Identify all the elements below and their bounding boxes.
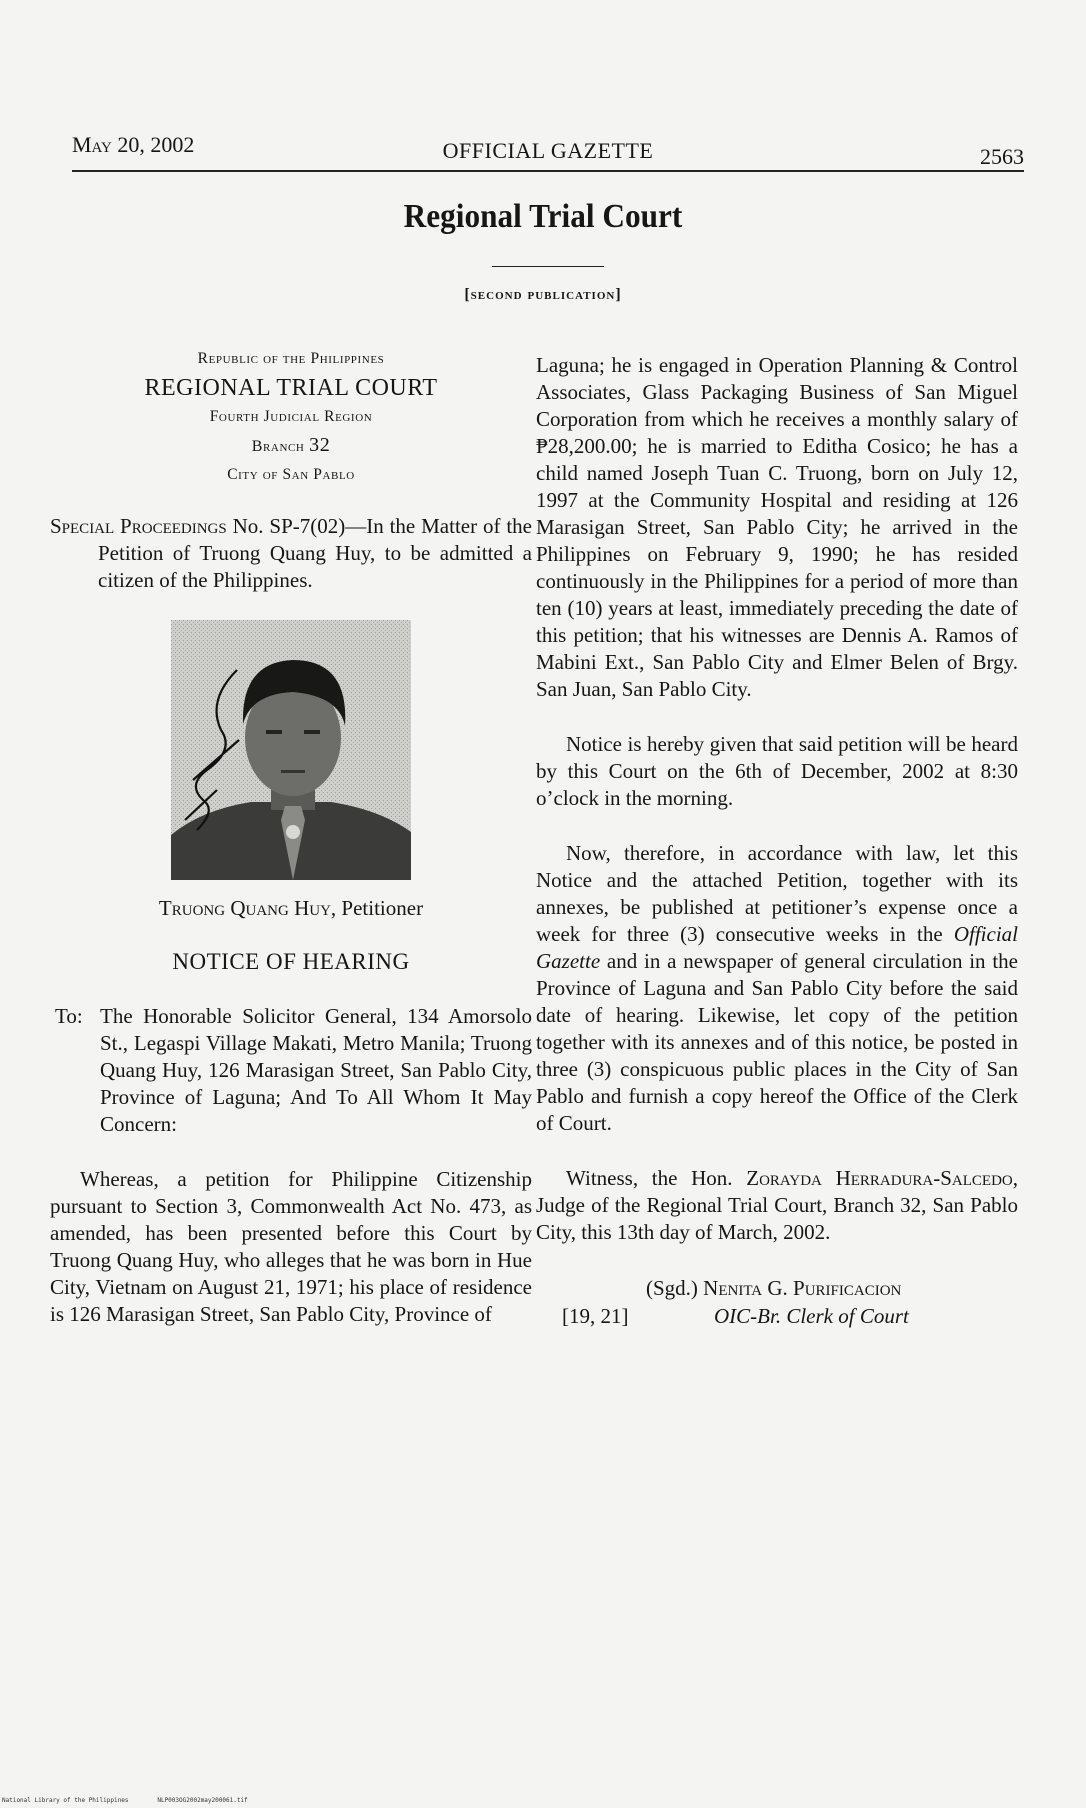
footer-file: NLP003OG2002may200061.tif — [157, 1797, 248, 1804]
signature-block — [536, 1274, 1018, 1330]
petitioner-name: Truong Quang Huy — [158, 896, 331, 920]
sgd-label: (Sgd.) — [646, 1276, 704, 1300]
to-text: The Honorable Solicitor General, 134 Amorsolo St., Legaspi Village Makati, Metro Manila; Truong Quang Huy, 126 Marasigan Street, San Pablo City, Province of Laguna; And To All Whom It May Concern: — [100, 1004, 532, 1136]
order-text-after: and in a newspaper of general circulation in the Province of Laguna and San Pablo City before the said date of hearing. Likewise, let copy of the petition together with its annexes and of this notice, be posted in three (3) conspicuous public places in the City of San Pablo and furnish a copy hereof the Office of the Clerk of Court. — [536, 949, 1018, 1135]
addressees — [50, 1003, 532, 1138]
publication-numbers: [19, 21] — [562, 1304, 629, 1328]
witness-after: , Judge of the Regional Trial Court, Branch 32, San Pablo City, this 13th day of March, 2002. — [536, 1166, 1018, 1244]
judge-name: Zorayda Herradura-Salcedo — [746, 1166, 1013, 1190]
footer-library: National Library of the Philippines — [2, 1797, 129, 1804]
continuation-paragraph: Laguna; he is engaged in Operation Planning & Control Associates, Glass Packaging Business of San Miguel Corporation from which he receives a monthly salary of ₱28,200.00; he is married to Editha Cosico; he has a child named Joseph Tuan C. Truong, born on July 12, 1997 at the Community Hospital and residing at 126 Marasigan Street, San Pablo City; he arrived in the Philippines on February 9, 1990; he has resided continuously in the Philippines for a period of more than ten (10) years at least, immediately preceding the date of this petition; that his witnesses are Dennis A. Ramos of Mabini Ext., San Pablo City and Elmer Belen of Brgy. San Juan, San Pablo City. — [536, 353, 1018, 701]
petitioner-role: , Petitioner — [330, 896, 424, 920]
notice-title: NOTICE OF HEARING — [172, 949, 410, 974]
signature-icon — [177, 660, 257, 840]
court-heading — [50, 345, 532, 489]
court-branch-number: 32 — [309, 434, 331, 456]
court-region: Fourth Judicial Region — [209, 408, 373, 425]
court-branch — [50, 431, 532, 461]
title-divider — [492, 266, 604, 267]
witness-paragraph — [536, 1165, 1018, 1246]
scan-footer — [2, 1797, 248, 1804]
petitioner-photo-icon — [171, 620, 411, 880]
court-republic: Republic of the Philippines — [197, 350, 385, 367]
whereas-paragraph: Whereas, a petition for Philippine Citizenship pursuant to Section 3, Commonwealth Act No. 473, as amended, has been presented before this Court by Truong Quang Huy, who alleges that he was born in Hue City, Vietnam on August 21, 1971; his place of residence is 126 Marasigan Street, San Pablo City, Province of — [50, 1167, 532, 1326]
case-label: Special Proceedings — [50, 514, 227, 538]
header-date: May 20, 2002 — [72, 132, 195, 157]
order-text-before: Now, therefore, in accordance with law, let this Notice and the attached Petition, together with its annexes, be published at petitioner’s expense once a week for three (3) consecutive weeks in the — [536, 841, 1018, 946]
clerk-role: OIC-Br. Clerk of Court — [714, 1304, 909, 1328]
publication-label: [second publication] — [464, 286, 622, 303]
photo-caption — [50, 896, 532, 921]
gazette-header — [72, 130, 1024, 172]
court-city: City of San Pablo — [227, 466, 355, 483]
clerk-name: Nenita G. Purificacion — [703, 1276, 902, 1300]
court-name: REGIONAL TRIAL COURT — [144, 375, 438, 401]
section-title: Regional Trial Court — [403, 198, 683, 235]
case-title — [50, 513, 532, 594]
case-number: No. SP-7(02)—In the Matter of the Petition of Truong Quang Huy, to be admitted a citizen of the Philippines. — [98, 514, 532, 592]
header-page-number: 2563 — [980, 144, 1024, 169]
to-label: To: — [55, 1004, 83, 1028]
witness-before: Witness, the Hon. — [566, 1166, 747, 1190]
notice-paragraph: Notice is hereby given that said petition will be heard by this Court on the 6th of December, 2002 at 8:30 o’clock in the morning. — [536, 732, 1018, 810]
signature-role-line — [536, 1302, 1018, 1330]
court-branch-label: Branch — [251, 438, 305, 455]
header-gazette-title: OFFICIAL GAZETTE — [442, 138, 654, 163]
left-column — [50, 345, 532, 1328]
official-gazette-italic: Official Gazette — [536, 922, 1018, 973]
right-column — [536, 352, 1018, 1330]
publication-order-paragraph — [536, 840, 1018, 1137]
signature-line — [536, 1274, 1018, 1302]
